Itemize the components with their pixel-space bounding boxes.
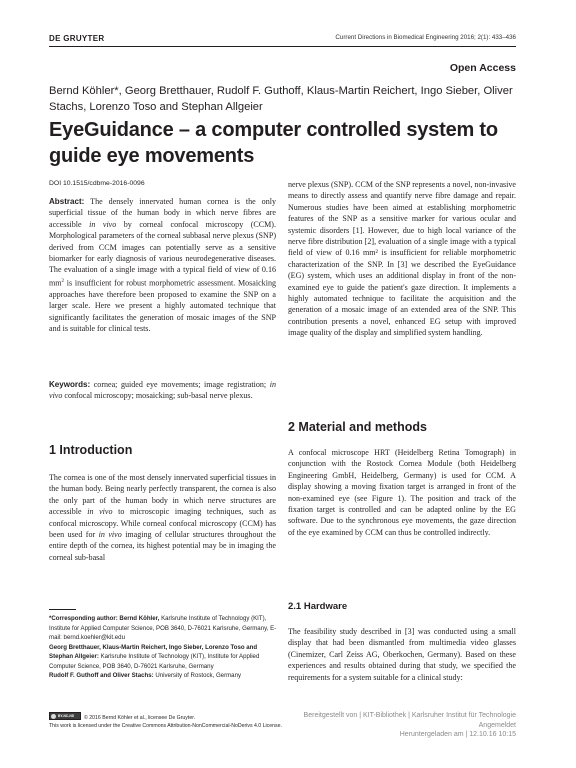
affiliation-1-text: Karlsruhe Institute of Technology (KIT), Institute for Applied Computer Science, POB 3640, D-76021 Karlsruhe, Germany	[49, 653, 260, 670]
open-access-label: Open Access	[449, 62, 516, 74]
corresponding-author-text: Karlsruhe Institute of Technology (KIT), Institute for Applied Computer Science, POB 3640, D-76021 Karlsruhe, Germany, E-mail: bernd.koehler@kit.edu	[49, 615, 277, 641]
footnote-divider	[49, 609, 76, 610]
hardware-text: The feasibility study described in [3] was conducted using a small display that had been dismantled from multimedia video glasses (Cinemizer, Carl Zeiss AG, Oberkochen, Germany). Based on these experiences and results obtained during that study, we specified the requirements for a system suitable for a clinical study:	[288, 627, 516, 682]
keywords-text-2: confocal microscopy; mosaicking; sub-basal nerve plexus.	[64, 391, 253, 401]
keywords-label: Keywords:	[49, 380, 91, 389]
watermark-line-3: Heruntergeladen am | 12.10.16 10:15	[399, 731, 516, 738]
watermark-line-1: Bereitgestellt von | KIT-Bibliothek | Karlsruher Institut für Technologie	[303, 712, 516, 719]
intro-text-2: to microscopic imaging techniques, such as confocal microscopy. While corneal confocal microscopy (CCM) has been used for	[49, 507, 276, 540]
license-line: This work is licensed under the Creative Commons Attribution-NonCommercial-NoDerivs 4.0 License.	[49, 723, 282, 729]
publisher-name: DE GRUYTER	[49, 34, 105, 43]
intro-text-3: imaging of cellular structures throughout the entire depth of the cornea, its highest potential may be in imaging the corneal sub-basal	[49, 530, 276, 562]
download-watermark	[304, 711, 516, 740]
keywords-text-1: cornea; guided eye movements; image registration;	[93, 380, 267, 389]
copyright-line: © 2016 Bernd Köhler et al., licensee De Gruyter.	[84, 715, 196, 721]
license-notice	[49, 712, 282, 730]
introduction-continued-text: nerve plexus (SNP). CCM of the SNP represents a novel, non-invasive means to directly assess and quantify nerve fibre damage and repair. Numerous studies have been aimed at establishing morphometric features of the SNP as a sensitive marker for various ocular and systemic disorders [1]. However, due to high local variance of the nerve fibre distribution [2], evaluation of a single image with a typical field of view of 0.16 mm² is insufficient for reliable morphometric characterization of the SNP. In [3] we described the EyeGuidance (EG) system, which uses an additional display in front of the non-examined eye to guide the patient's gaze direction. It implements a highly automated technique to facilitate the acquisition and the generation of a mosaic image of an extended area of the SNP. This contribution presents a novel, enhanced EG setup with improved image quality of the display and simplified system handling.	[288, 180, 516, 338]
abstract-label: Abstract:	[49, 197, 85, 206]
abstract-italic-1: in vivo	[89, 219, 117, 229]
section-heading-introduction: 1 Introduction	[49, 443, 133, 457]
doi[interactable]: DOI 10.1515/cdbme-2016-0096	[49, 180, 145, 187]
intro-italic-2: in vivo	[98, 530, 122, 540]
introduction-text	[49, 472, 276, 563]
intro-text-1: The cornea is one of the most densely innervated superficial tissues in the human body. Being nearly perfectly transparent, the cornea is also the only part of the human body in which nerve structures are accessible	[49, 473, 276, 517]
journal-citation: Current Directions in Biomedical Engineering 2016; 2(1): 433–436	[335, 34, 516, 41]
abstract-text-1: The densely innervated human cornea is the only superficial tissue of the human body in which nerve fibres are accessible	[49, 197, 276, 229]
subsection-heading-hardware: 2.1 Hardware	[288, 601, 348, 612]
author-list: Bernd Köhler*, Georg Bretthauer, Rudolf F. Guthoff, Klaus-Martin Reichert, Ingo Sieber, Oliver Stachs, Lorenzo Toso and Stephan Allgeier	[49, 85, 513, 113]
affiliation-2-text: University of Rostock, Germany	[155, 672, 242, 679]
keywords	[49, 379, 276, 402]
corresponding-author-label: *Corresponding author: Bernd Köhler,	[49, 615, 160, 622]
header-divider	[49, 46, 516, 47]
abstract-sup: 2	[61, 278, 65, 284]
abstract	[49, 196, 276, 335]
methods-text: A confocal microscope HRT (Heidelberg Retina Tomograph) in conjunction with the Rostock Cornea Module (both Heidelberg Engineering GmbH, Heidelberg, Germany) is used for CCM. A display showing a moving fixation target is arranged in front of the non-examined eye (see Figure 1). The position and track of the fixation target is controlled and can be adapted online by the EG software. Due to the synchronous eye movements, the gaze direction of the eye examined by CCM can thus be controlled indirectly.	[288, 448, 516, 537]
abstract-text-2: by corneal confocal microscopy (CCM). Morphological parameters of the corneal subbasal nerve plexus (SNP) derived from CCM images can potentially serve as a sensitive biomarker for early diagnosis of various neurodegenerative diseases. The evaluation of a single image with a typical field of view of 0.16 mm	[49, 219, 276, 288]
cc-license-badge[interactable]	[49, 712, 81, 720]
affiliation-2-label: Rudolf F. Guthoff and Oliver Stachs:	[49, 672, 154, 679]
article-title: EyeGuidance – a computer controlled system to guide eye movements	[49, 119, 498, 167]
abstract-text-3: is insufficient for robust morphometric assessment. Mosaicking approaches have therefore been proposed to examine the SNP on a larger scale. Here we present a highly automated technique that significantly facilitates the generation of mosaic images of the SNP and is suitable for clinical tests.	[49, 278, 276, 334]
section-heading-methods: 2 Material and methods	[288, 420, 427, 434]
affiliation-1-label: Georg Bretthauer, Klaus-Martin Reichert, Ingo Sieber, Lorenzo Toso and Stephan Allgeier:	[49, 643, 258, 660]
intro-italic-1: in vivo	[87, 507, 113, 517]
author-footnote	[49, 614, 281, 681]
watermark-line-2: Angemeldet	[478, 721, 516, 729]
keywords-italic-1: in vivo	[49, 380, 277, 401]
